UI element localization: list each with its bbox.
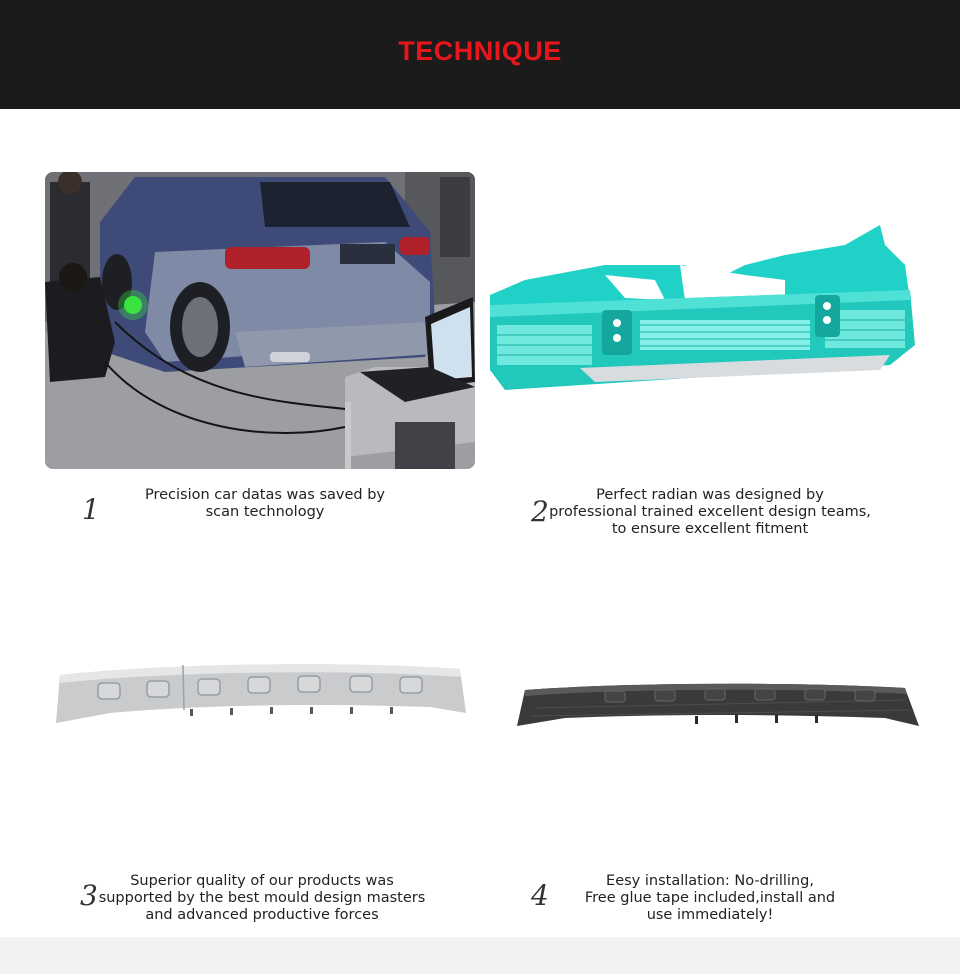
- section-header: [0, 0, 960, 109]
- step-3-line-2: supported by the best mould design masters: [98, 890, 426, 906]
- step-1-line-1: Precision car datas was saved by: [144, 487, 385, 503]
- step-number-1: 1: [82, 493, 100, 526]
- bumper-cad-model-image: [485, 220, 915, 395]
- car-scanning-photo: [45, 172, 475, 469]
- page-title: TECHNIQUE: [398, 36, 562, 66]
- step-number-2: 2: [531, 495, 549, 528]
- step-4-line-1: Eesy installation: No-drilling,: [606, 873, 814, 889]
- step-3-line-1: Superior quality of our products was: [130, 873, 394, 889]
- step-4-line-2: Free glue tape included,install and: [584, 890, 836, 906]
- step-number-4: 4: [531, 879, 549, 912]
- step-number-3: 3: [80, 879, 98, 912]
- step-2-line-3: to ensure excellent fitment: [611, 521, 809, 537]
- step-description-2: [530, 487, 890, 538]
- step-description-1: [100, 487, 430, 521]
- carbon-skid-plate-image: [515, 678, 920, 733]
- step-2-line-1: Perfect radian was designed by: [596, 487, 824, 503]
- step-description-4: [560, 873, 860, 924]
- step-3-line-3: and advanced productive forces: [145, 907, 379, 923]
- step-description-3: [92, 873, 432, 924]
- step-2-line-2: professional trained excellent design teams,: [549, 504, 871, 520]
- step-1-line-2: scan technology: [205, 504, 325, 520]
- silver-skid-plate-image: [50, 655, 470, 735]
- footer-band: [0, 937, 960, 974]
- step-4-line-3: use immediately!: [646, 907, 774, 923]
